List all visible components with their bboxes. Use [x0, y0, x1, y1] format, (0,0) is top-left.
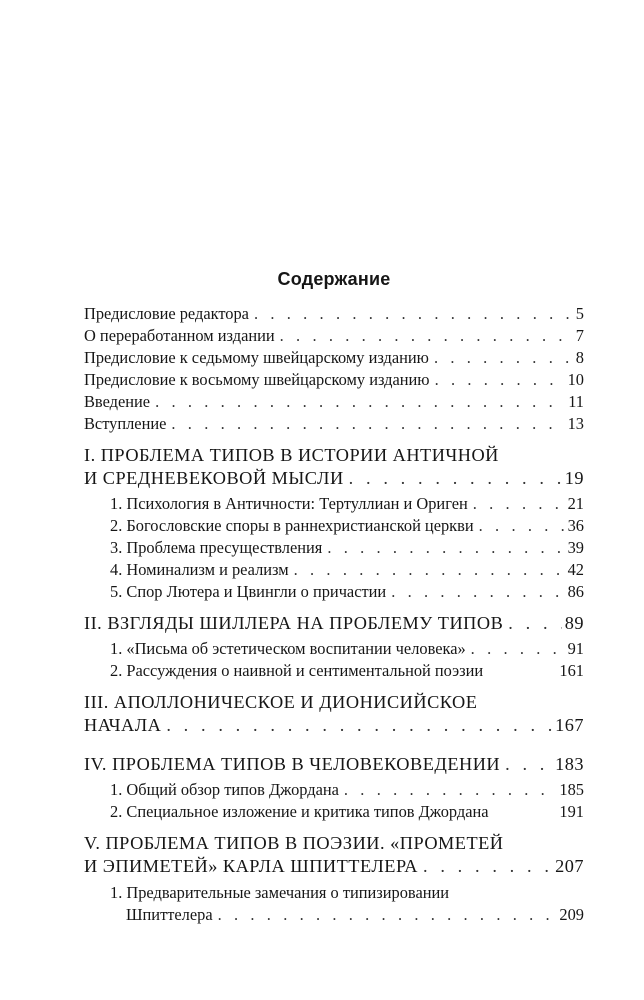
chapter-heading[interactable]	[84, 753, 584, 775]
section-title: 2. Богословские споры в раннехристианской церкви	[110, 516, 474, 535]
chapter-page: 89	[564, 613, 584, 633]
dot-leader	[434, 347, 573, 369]
dot-leader	[473, 493, 565, 515]
dot-leader	[294, 559, 565, 581]
dot-leader	[349, 467, 562, 489]
section-entry[interactable]	[110, 559, 584, 581]
section-page: 21	[567, 494, 584, 513]
section-entry[interactable]	[110, 581, 584, 603]
entry-title: О переработанном издании	[84, 326, 275, 345]
chapter-heading-continued[interactable]	[84, 714, 584, 736]
entry-page: 11	[568, 392, 584, 411]
chapter-page: 167	[555, 715, 584, 735]
entry-page: 5	[575, 304, 584, 323]
section-page: 191	[559, 802, 584, 821]
section-title: 2. Специальное изложение и критика типов Джордана	[110, 802, 489, 821]
entry-page: 7	[575, 326, 584, 345]
toc-entry[interactable]	[84, 369, 584, 391]
section-entry[interactable]	[110, 882, 584, 904]
chapter-title: V. ПРОБЛЕМА ТИПОВ В ПОЭЗИИ. «ПРОМЕТЕЙ	[84, 833, 504, 853]
entry-title: Предисловие редактора	[84, 304, 249, 323]
chapter-heading[interactable]	[84, 832, 584, 854]
dot-leader	[471, 638, 565, 660]
section-page: 39	[567, 538, 584, 557]
section-entry[interactable]	[110, 779, 584, 801]
section-entry[interactable]	[110, 515, 584, 537]
chapter-title: IV. ПРОБЛЕМА ТИПОВ В ЧЕЛОВЕКОВЕДЕНИИ	[84, 754, 501, 774]
toc-entry[interactable]	[84, 325, 584, 347]
chapter-title: I. ПРОБЛЕМА ТИПОВ В ИСТОРИИ АНТИЧНОЙ	[84, 445, 499, 465]
chapter-heading-continued[interactable]	[84, 467, 584, 489]
section-title: 1. Психология в Античности: Тертуллиан и Ориген	[110, 494, 468, 513]
section-title: 2. Рассуждения о наивной и сентиментальной поэзии	[110, 661, 484, 680]
section-entry[interactable]	[110, 801, 584, 823]
chapter-page: 183	[555, 754, 584, 774]
dot-leader	[344, 779, 557, 801]
section-title: 1. Общий обзор типов Джордана	[110, 780, 339, 799]
section-page: 209	[559, 905, 584, 924]
chapter-page: 207	[555, 856, 584, 876]
entry-page: 8	[575, 348, 584, 367]
section-page: 86	[567, 582, 584, 601]
section-page: 91	[567, 639, 584, 658]
section-page: 36	[567, 516, 584, 535]
section-title: 3. Проблема пресуществления	[110, 538, 323, 557]
dot-leader	[435, 369, 565, 391]
section-title: Шпиттелера	[126, 905, 213, 924]
entry-title: Вступление	[84, 414, 167, 433]
section-entry[interactable]	[110, 660, 584, 682]
chapter-title: III. АПОЛЛОНИЧЕСКОЕ И ДИОНИСИЙСКОЕ	[84, 692, 478, 712]
toc-entry[interactable]	[84, 303, 584, 325]
dot-leader	[479, 515, 565, 537]
dot-leader	[254, 303, 573, 325]
section-page: 185	[559, 780, 584, 799]
chapter-page: 19	[564, 468, 584, 488]
dot-leader	[166, 714, 552, 736]
section-title: 5. Спор Лютера и Цвингли о причастии	[110, 582, 387, 601]
entry-title: Предисловие к восьмому швейцарскому изданию	[84, 370, 430, 389]
dot-leader	[171, 413, 564, 435]
section-page: 161	[559, 661, 584, 680]
section-entry[interactable]	[110, 537, 584, 559]
chapter-heading[interactable]	[84, 691, 584, 713]
dot-leader	[327, 537, 564, 559]
section-title: 4. Номинализм и реализм	[110, 560, 289, 579]
section-title: 1. «Письма об эстетическом воспитании человека»	[110, 639, 466, 658]
dot-leader	[280, 325, 573, 347]
dot-leader	[218, 904, 557, 926]
chapter-heading[interactable]	[84, 444, 584, 466]
toc-heading: Содержание	[277, 269, 391, 289]
toc-entry[interactable]	[84, 391, 584, 413]
chapter-heading-continued[interactable]	[84, 855, 584, 877]
chapter-title: И ЭПИМЕТЕЙ» КАРЛА ШПИТТЕЛЕРА	[84, 856, 418, 876]
dot-leader	[505, 753, 552, 775]
chapter-heading[interactable]	[84, 612, 584, 634]
entry-title: Введение	[84, 392, 151, 411]
entry-title: Предисловие к седьмому швейцарскому изданию	[84, 348, 429, 367]
toc-entry[interactable]	[84, 347, 584, 369]
section-title: 1. Предварительные замечания о типизировании	[110, 883, 450, 902]
section-page: 42	[567, 560, 584, 579]
section-entry-continued[interactable]	[126, 904, 584, 926]
chapter-title: И СРЕДНЕВЕКОВОЙ МЫСЛИ	[84, 468, 344, 488]
section-entry[interactable]	[110, 493, 584, 515]
chapter-title: НАЧАЛА	[84, 715, 162, 735]
dot-leader	[391, 581, 564, 603]
entry-page: 10	[567, 370, 584, 389]
toc-entry[interactable]	[84, 413, 584, 435]
entry-page: 13	[567, 414, 584, 433]
dot-leader	[155, 391, 565, 413]
dot-leader	[508, 612, 561, 634]
chapter-title: II. ВЗГЛЯДЫ ШИЛЛЕРА НА ПРОБЛЕМУ ТИПОВ	[84, 613, 504, 633]
dot-leader	[423, 855, 552, 877]
section-entry[interactable]	[110, 638, 584, 660]
